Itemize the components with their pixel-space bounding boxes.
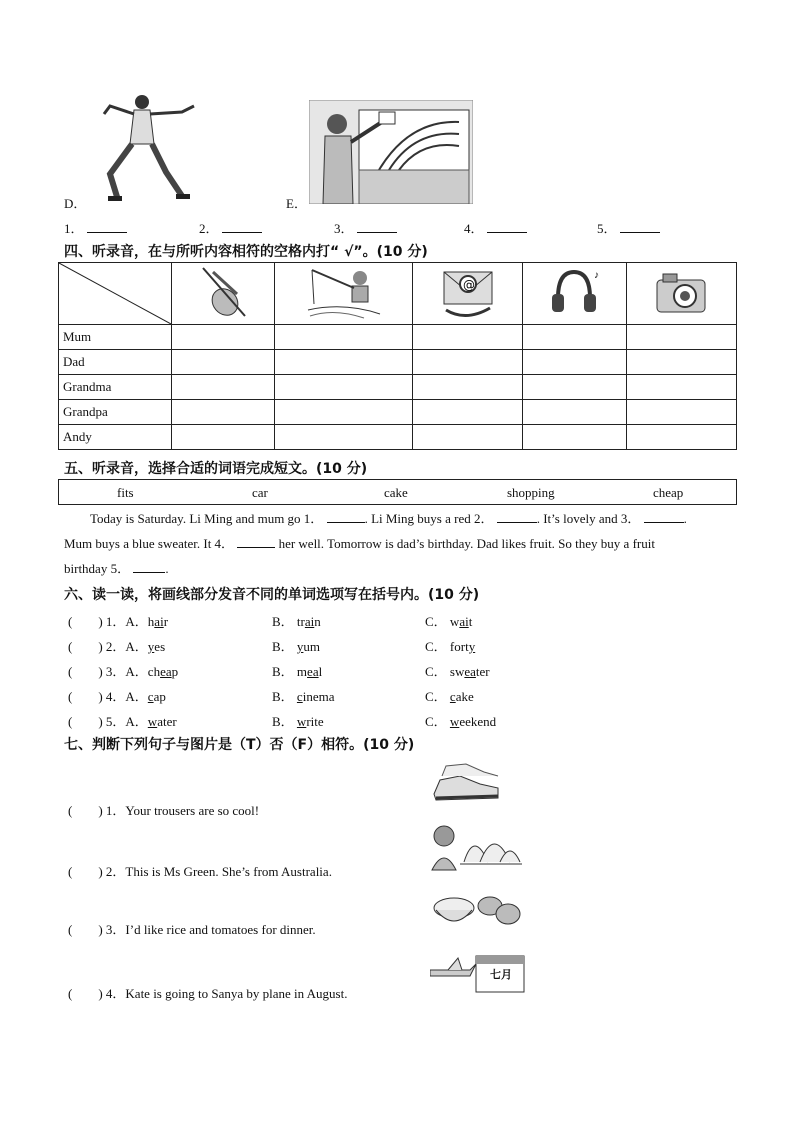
judge-item-1: ( ) 1．Your trousers are so cool! xyxy=(68,803,260,818)
word-cheap: cheap xyxy=(653,485,684,500)
option-e-label: E． xyxy=(286,196,307,211)
listening-table xyxy=(58,262,737,450)
judge-item-4: ( ) 4．Kate is going to Sanya by plane in August. xyxy=(68,986,348,1001)
phonics-item-4-c: C． cake xyxy=(425,689,474,704)
diagonal-header-cell xyxy=(59,263,172,325)
rice-potatoes-picture xyxy=(430,888,522,934)
section4-title: 四、听录音，在与所听内容相符的空格内打“ √”。(10 分) xyxy=(64,244,428,260)
cleaning-window-picture xyxy=(309,100,473,204)
section7-title: 七、判断下列句子与图片是（T）否（F）相符。(10 分) xyxy=(64,737,415,753)
sneakers-picture xyxy=(430,758,502,810)
phonics-item-3-b: B． meal xyxy=(272,664,323,679)
word-car: car xyxy=(252,485,268,500)
answer-2: 2． xyxy=(199,218,262,237)
answer-1: 1． xyxy=(64,218,127,237)
section6-title: 六、读一读，将画线部分发音不同的单词选项写在括号内。(10 分) xyxy=(64,587,480,603)
fishing-boy-icon xyxy=(275,263,412,325)
phonics-item-2-b: B． yum xyxy=(272,639,321,654)
word-fits: fits xyxy=(117,485,134,500)
section5-title: 五、听录音，选择合适的词语完成短文。(10 分) xyxy=(64,461,368,477)
table-row: Mum xyxy=(59,325,737,350)
phonics-item-5-b: B． write xyxy=(272,714,324,729)
calendar-month-text: 七月 xyxy=(490,968,512,981)
cloze-line-3: birthday 5． . xyxy=(64,561,169,576)
phonics-item-1-b: B． train xyxy=(272,614,321,629)
table-row: Andy xyxy=(59,425,737,450)
table-row: Dad xyxy=(59,350,737,375)
answer-5: 5． xyxy=(597,218,660,237)
camera-icon xyxy=(626,263,736,325)
cloze-line-2: Mum buys a blue sweater. It 4． her well. Tomorrow is dad’s birthday. Dad likes fruit. So they buy a fruit xyxy=(64,536,655,551)
phonics-item-3: ( ) 3．A．cheap xyxy=(68,664,179,679)
phonics-item-3-c: C． sweater xyxy=(425,664,490,679)
phonics-item-2: ( ) 2．A．yes xyxy=(68,639,166,654)
phonics-item-4-b: B． cinema xyxy=(272,689,335,704)
word-shopping: shopping xyxy=(507,485,555,500)
email-icon xyxy=(412,263,522,325)
answer-3: 3． xyxy=(334,218,397,237)
word-bank xyxy=(58,479,737,505)
phonics-item-5-c: C． weekend xyxy=(425,714,497,729)
judge-item-2: ( ) 2．This is Ms Green. She’s from Australia. xyxy=(68,864,332,879)
phonics-item-4: ( ) 4．A．cap xyxy=(68,689,166,704)
violin-icon xyxy=(172,263,275,325)
judge-item-3: ( ) 3．I’d like rice and tomatoes for dinner. xyxy=(68,922,316,937)
option-d-label: D． xyxy=(64,196,87,211)
answer-4: 4． xyxy=(464,218,527,237)
phonics-item-1-c: C． wait xyxy=(425,614,473,629)
phonics-item-2-c: C． forty xyxy=(425,639,476,654)
svg-text:♪: ♪ xyxy=(594,269,600,281)
cloze-line-1: Today is Saturday. Li Ming and mum go 1． . Li Ming buys a red 2． . It’s lovely and 3． . xyxy=(90,511,687,526)
woman-opera-house-picture xyxy=(430,820,522,872)
svg-text:@: @ xyxy=(462,277,475,292)
word-cake: cake xyxy=(384,485,408,500)
headphones-icon xyxy=(523,263,626,325)
table-row: Grandpa xyxy=(59,400,737,425)
phonics-item-1: ( ) 1．A．hair xyxy=(68,614,169,629)
plane-calendar-picture xyxy=(430,948,528,996)
phonics-item-5: ( ) 5．A．water xyxy=(68,714,177,729)
taichi-man-picture xyxy=(90,92,200,204)
table-row: Grandma xyxy=(59,375,737,400)
